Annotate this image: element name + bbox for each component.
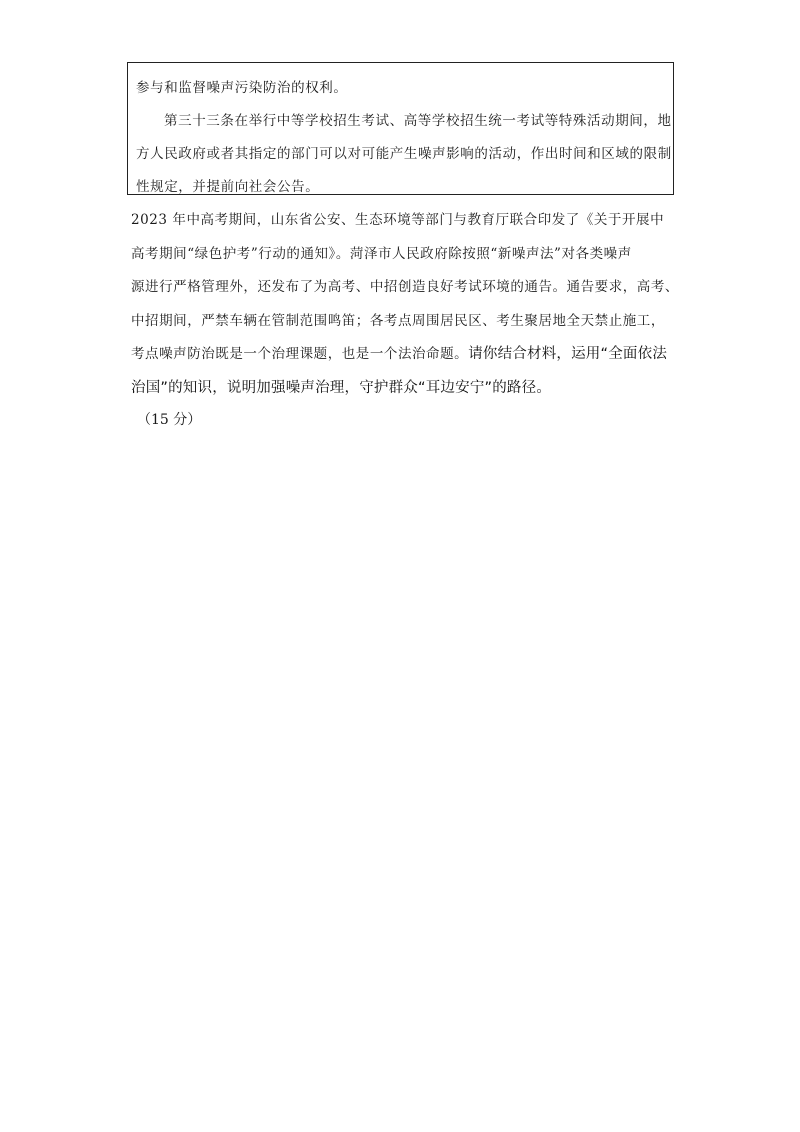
material-line-4: 中招期间，严禁车辆在管制范围鸣笛；各考点周围居民区、考生聚居地全天禁止施工，: [131, 312, 665, 329]
material-line-1: 2023 年中高考期间，山东省公安、生态环境等部门与教育厅联合印发了《关于开展中: [131, 212, 665, 228]
material-line-2: 高考期间“绿色护考”行动的通知》。菏泽市人民政府除按照“新噪声法”对各类噪声: [131, 245, 632, 262]
excerpt-line-1: 参与和监督噪声污染防治的权利。: [136, 80, 348, 96]
question-prompt-end: 治国”的知识，说明加强噪声治理，守护群众“耳边安宁”的路径。: [131, 379, 552, 396]
excerpt-line-4: 性规定，并提前向社会公告。: [136, 179, 320, 195]
score-label: （15 分）: [137, 412, 202, 428]
excerpt-line-3: 方人民政府或者其指定的部门可以对可能产生噪声影响的活动，作出时间和区域的限制: [136, 146, 672, 162]
material-line-5: [131, 338, 676, 372]
excerpt-line-2: 第三十三条在举行中等学校招生考试、高等学校招生统一考试等特殊活动期间，地: [164, 113, 672, 129]
question-material: [131, 204, 679, 435]
material-line-5-text: 考点噪声防治既是一个治理课题，也是一个法治命题。: [131, 346, 469, 362]
question-prompt-start: 请你结合材料，运用“全面依法: [468, 346, 668, 362]
law-excerpt-box: [127, 62, 674, 195]
material-line-3: 源进行严格管理外，还发布了为高考、中招创造良好考试环境的通告。通告要求，高考、: [131, 279, 679, 295]
